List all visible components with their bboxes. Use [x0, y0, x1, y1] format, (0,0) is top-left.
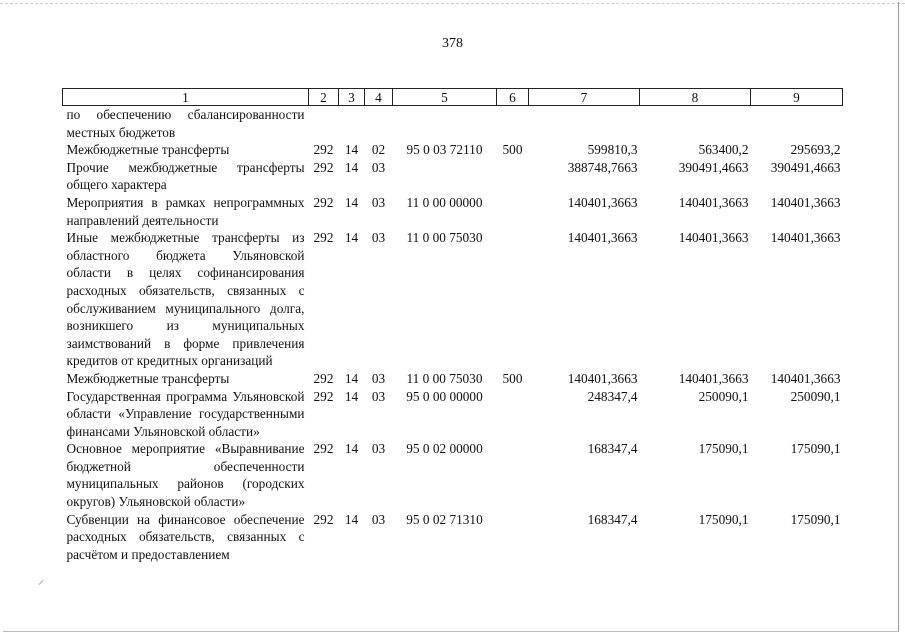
- column-header-4: 4: [365, 89, 393, 106]
- row-name: Межбюджетные трансферты: [66, 142, 230, 158]
- row-col-4: [365, 106, 393, 142]
- row-name: Межбюджетные трансферты: [66, 370, 230, 386]
- row-name: Государственная программа Ульяновской области «Управление государственными финансами Ульяновской области»: [66, 388, 305, 439]
- row-col-3: 14: [344, 511, 359, 527]
- row-col-7: 140401,3663: [567, 370, 638, 386]
- row-col-3: 14: [344, 230, 359, 246]
- row-col-4: 03: [371, 388, 386, 404]
- row-col-6: [497, 194, 529, 229]
- row-col-5: [393, 159, 497, 194]
- row-col-9: 175090,1: [790, 441, 841, 457]
- table-row: [63, 511, 843, 564]
- row-col-4: 03: [371, 230, 386, 246]
- row-col-7: 168347,4: [587, 441, 638, 457]
- row-col-4: 03: [371, 370, 386, 386]
- row-col-2: 292: [313, 388, 334, 404]
- row-col-7: 168347,4: [587, 511, 638, 527]
- row-col-9: 140401,3663: [770, 194, 841, 210]
- row-col-5: 95 0 00 00000: [406, 388, 483, 404]
- row-col-3: 14: [344, 142, 359, 158]
- row-col-7: 140401,3663: [567, 194, 638, 210]
- row-col-4: 03: [371, 159, 386, 175]
- row-name: Субвенции на финансовое обеспечение расходных обязательств, связанных с расчётом и предоставлением: [66, 511, 305, 562]
- row-col-7: 388748,7663: [567, 159, 638, 175]
- row-col-9: 140401,3663: [770, 370, 841, 386]
- row-col-2: 292: [313, 230, 334, 246]
- budget-table: [62, 88, 843, 563]
- row-col-8: 563400,2: [698, 142, 749, 158]
- row-col-3: 14: [344, 159, 359, 175]
- row-col-3: 14: [344, 441, 359, 457]
- row-name: по обеспечению сбалансированности местных бюджетов: [66, 107, 305, 140]
- row-col-8: 250090,1: [698, 388, 749, 404]
- row-col-6: [497, 440, 529, 510]
- row-name: Прочие межбюджетные трансферты общего характера: [66, 159, 305, 193]
- row-col-5: [393, 106, 497, 142]
- row-col-5: 95 0 02 00000: [406, 441, 483, 457]
- row-name: Основное мероприятие «Выравнивание бюджетной обеспеченности муниципальных районов (городских округов) Ульяновской области»: [66, 441, 305, 510]
- table-row: [63, 194, 843, 229]
- row-col-8: 140401,3663: [678, 194, 749, 210]
- row-col-3: [339, 106, 365, 142]
- row-col-8: [640, 106, 751, 142]
- row-col-2: 292: [313, 441, 334, 457]
- row-col-7: 140401,3663: [567, 230, 638, 246]
- row-name: Иные межбюджетные трансферты из областного бюджета Ульяновской области в целях софинансирования расходных обязательств, связанных с обслуживанием муниципального долга, возникшего из муниципальных заимствований в форме привлечения кредитов от кредитных организаций: [66, 230, 305, 369]
- row-col-6: [497, 511, 529, 564]
- table-row: [63, 141, 843, 159]
- row-col-2: [309, 106, 339, 142]
- row-col-6: 500: [502, 370, 523, 386]
- row-col-5: 95 0 02 71310: [406, 511, 483, 527]
- table-row: [63, 370, 843, 388]
- row-col-6: [497, 229, 529, 370]
- row-col-2: 292: [313, 511, 334, 527]
- row-col-5: 11 0 00 75030: [406, 230, 483, 246]
- table-row: [63, 440, 843, 510]
- row-col-9: 175090,1: [790, 511, 841, 527]
- table-row: [63, 388, 843, 441]
- row-col-2: 292: [313, 142, 334, 158]
- row-col-4: 03: [371, 441, 386, 457]
- row-col-9: 140401,3663: [770, 230, 841, 246]
- row-col-4: 02: [371, 142, 386, 158]
- scan-mark: [39, 580, 44, 585]
- row-col-7: 599810,3: [587, 142, 638, 158]
- table-row: [63, 106, 843, 142]
- row-col-6: 500: [502, 142, 523, 158]
- row-name: Мероприятия в рамках непрограммных направлений деятельности: [66, 194, 305, 228]
- row-col-4: 03: [371, 511, 386, 527]
- row-col-9: [751, 106, 843, 142]
- column-header-7: 7: [529, 89, 640, 106]
- header-row: [63, 89, 843, 106]
- row-col-7: [529, 106, 640, 142]
- row-col-4: 03: [371, 194, 386, 210]
- row-col-5: 95 0 03 72110: [406, 142, 483, 158]
- row-col-3: 14: [344, 370, 359, 386]
- row-col-6: [497, 388, 529, 441]
- column-header-3: 3: [339, 89, 365, 106]
- row-col-8: 175090,1: [698, 441, 749, 457]
- column-header-5: 5: [393, 89, 497, 106]
- row-col-3: 14: [344, 194, 359, 210]
- row-col-2: 292: [313, 194, 334, 210]
- row-col-7: 248347,4: [587, 388, 638, 404]
- top-edge-line: [0, 3, 905, 5]
- column-header-6: 6: [497, 89, 529, 106]
- row-col-5: 11 0 00 75030: [406, 370, 483, 386]
- column-header-1: 1: [63, 89, 309, 106]
- table-row: [63, 159, 843, 194]
- row-col-3: 14: [344, 388, 359, 404]
- row-col-2: 292: [313, 159, 334, 175]
- row-col-8: 175090,1: [698, 511, 749, 527]
- row-col-2: 292: [313, 370, 334, 386]
- row-col-6: [497, 159, 529, 194]
- row-col-8: 390491,4663: [678, 159, 749, 175]
- row-col-9: 390491,4663: [770, 159, 841, 175]
- column-header-8: 8: [640, 89, 751, 106]
- page-number: 378: [442, 36, 463, 51]
- row-col-6: [497, 106, 529, 142]
- row-col-9: 250090,1: [790, 388, 841, 404]
- row-col-9: 295693,2: [790, 142, 841, 158]
- column-header-9: 9: [751, 89, 843, 106]
- row-col-8: 140401,3663: [678, 370, 749, 386]
- table-row: [63, 229, 843, 370]
- column-header-2: 2: [309, 89, 339, 106]
- row-col-5: 11 0 00 00000: [406, 194, 483, 210]
- row-col-8: 140401,3663: [678, 230, 749, 246]
